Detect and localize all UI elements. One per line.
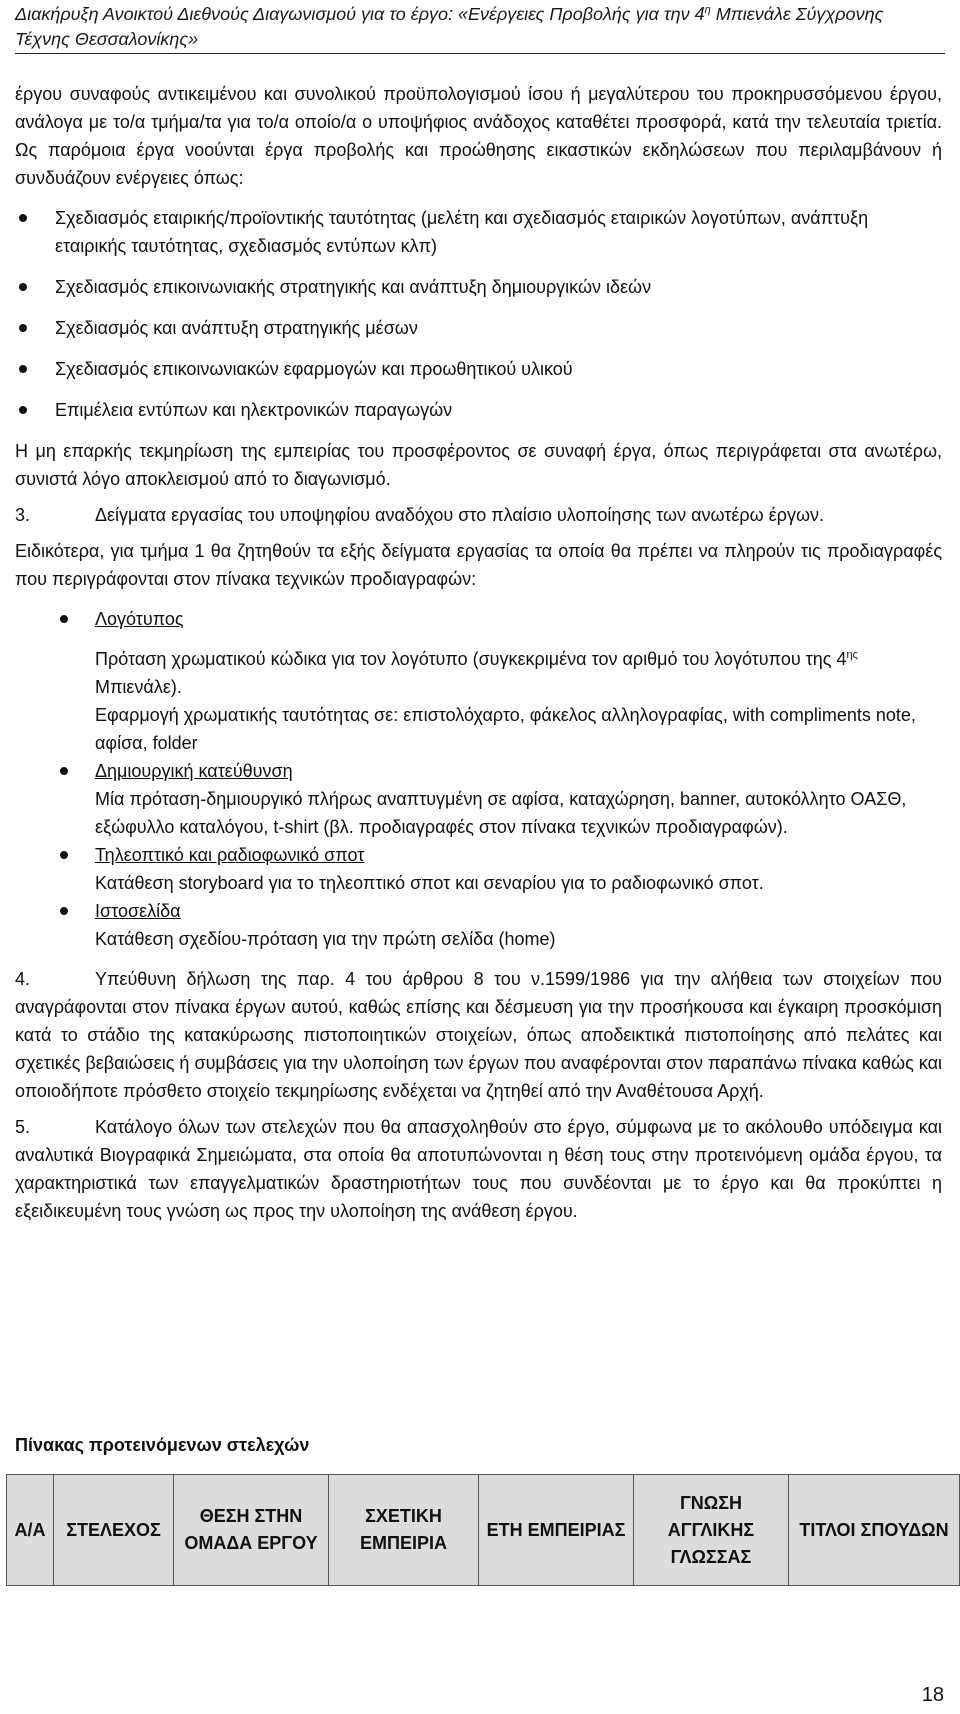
header-cell: ΘΕΣΗ ΣΤΗΝ ΟΜΑΔΑ ΕΡΓΟΥ bbox=[174, 1475, 329, 1586]
list-item: Σχεδιασμός επικοινωνιακών εφαρμογών και προωθητικού υλικού bbox=[15, 355, 942, 383]
running-header bbox=[15, 2, 945, 54]
header-line-2: Τέχνης Θεσσαλονίκης» bbox=[15, 29, 199, 49]
document-body bbox=[15, 80, 942, 1225]
table-header-row bbox=[7, 1475, 960, 1586]
list-item: Σχεδιασμός επικοινωνιακής στρατηγικής και ανάπτυξη δημιουργικών ιδεών bbox=[15, 273, 942, 301]
header-cell: ΤΙΤΛΟΙ ΣΠΟΥΔΩΝ bbox=[789, 1475, 960, 1586]
sample-text: Κατάθεση σχεδίου-πρόταση για την πρώτη σελίδα (home) bbox=[95, 929, 556, 949]
logo-details bbox=[15, 645, 942, 757]
logo-detail-2: Εφαρμογή χρωματικής ταυτότητας σε: επιστολόχαρτο, φάκελος αλληλογραφίας, with compliments note, αφίσα, folder bbox=[95, 705, 916, 753]
table-title: Πίνακας προτεινόμενων στελεχών bbox=[15, 1435, 310, 1455]
item-3 bbox=[15, 501, 942, 529]
item-4 bbox=[15, 965, 942, 1105]
sample-text: Κατάθεση storyboard για το τηλεοπτικό σποτ και σεναρίου για το ραδιοφωνικό σποτ. bbox=[95, 873, 764, 893]
exclusion-paragraph: Η μη επαρκής τεκμηρίωση της εμπειρίας του προσφέροντος σε συναφή έργα, όπως περιγράφεται στα ανωτέρω, συνιστά λόγο αποκλεισμού από το διαγωνισμό. bbox=[15, 441, 942, 489]
staff-table bbox=[6, 1474, 960, 1586]
page-number: 18 bbox=[921, 1684, 944, 1706]
item-text: Κατάλογο όλων των στελεχών που θα απασχοληθούν στο έργο, σύμφωνα με το ακόλουθο υπόδειγμα και αναλυτικά Βιογραφικά Σημειώματα, στα οποία θα αποτυπώνονται η θέση τους στην προτεινόμενη ομάδα έργου, τα χαρακτηριστικά των επαγγελματικών δραστηριοτήτων τους που συνδέονται με το έργο και θα προκύπτει η εξειδικευμένη τους γνώση ως προς την υλοποίηση της ανάθεση έργου. bbox=[15, 1117, 942, 1221]
header-cell: ΣΤΕΛΕΧΟΣ bbox=[54, 1475, 174, 1586]
sample-title: Δημιουργική κατεύθυνση bbox=[95, 761, 293, 781]
sample-title: Λογότυπος bbox=[95, 609, 184, 629]
list-item: Σχεδιασμός και ανάπτυξη στρατηγικής μέσων bbox=[15, 314, 942, 342]
samples-list bbox=[15, 605, 942, 633]
header-line-1 bbox=[15, 2, 945, 27]
header-superscript: η bbox=[704, 4, 711, 16]
item-text: Δείγματα εργασίας του υποψηφίου αναδόχου στο πλαίσιο υλοποίησης των ανωτέρω έργων. bbox=[95, 505, 825, 525]
samples-list-continued bbox=[15, 757, 942, 953]
samples-intro-paragraph: Ειδικότερα, για τμήμα 1 θα ζητηθούν τα εξής δείγματα εργασίας τα οποία θα πρέπει να πληρούν τις προδιαγραφές που περιγράφονται στον πίνακα τεχνικών προδιαγραφών: bbox=[15, 541, 942, 589]
list-item: Σχεδιασμός εταιρικής/προϊοντικής ταυτότητας (μελέτη και σχεδιασμός εταιρικών λογοτύπων, ανάπτυξη εταιρικής ταυτότητας, σχεδιασμός εντύπων κλπ) bbox=[15, 204, 942, 260]
item-number: 5. bbox=[15, 1117, 31, 1137]
sample-title: Τηλεοπτικό και ραδιοφωνικό σποτ bbox=[95, 845, 365, 865]
item-5 bbox=[15, 1113, 942, 1225]
header-text: Διακήρυξη Ανοικτού Διεθνούς Διαγωνισμού για το έργο: «Ενέργειες Προβολής για την 4 bbox=[15, 4, 705, 24]
logo-detail-1: Πρόταση χρωματικού κώδικα για τον λογότυπο (συγκεκριμένα τον αριθμό του λογότυπου της $4^{\eta\varsigma}$ Μπιενάλε). bbox=[95, 649, 858, 697]
header-cell: Α/Α bbox=[7, 1475, 54, 1586]
item-text: Υπεύθυνη δήλωση της παρ. 4 του άρθρου 8 του ν.1599/1986 για την αλήθεια των στοιχείων που αναγράφονται στον πίνακα έργων αυτού, καθώς επίσης και δέσμευση για την προσήκουσα και έγκαιρη προσκόμιση κατά το στάδιο της κατακύρωσης πιστοποιητικών στοιχείων, όπως αποδεικτικά πιστοποίησης από πελάτες και σχετικές βεβαιώσεις ή συμβάσεις για την υλοποίηση των έργων που αναφέρονται στον παραπάνω πίνακα καθώς και οποιοδήποτε πρόσθετο στοιχείο τεκμηρίωσης ενδέχεται να ζητηθεί από την Αναθέτουσα Αρχή. bbox=[15, 969, 942, 1101]
intro-paragraph: έργου συναφούς αντικειμένου και συνολικού προϋπολογισμού ίσου ή μεγαλύτερου του προκηρυσσόμενου έργου, ανάλογα με το/α τμήμα/τα για το/α οποίο/α ο υποψήφιος ανάδοχος καταθέτει προσφορά, κατά την τελευταία τριετία. Ως παρόμοια έργα νοούνται έργα προβολής και προώθησης εικαστικών εκδηλώσεων που περιλαμβάνουν ή συνδυάζουν ενέργειες όπως: bbox=[15, 84, 942, 188]
header-text-suffix: Μπιενάλε Σύγχρονης bbox=[710, 4, 884, 24]
sample-website bbox=[15, 897, 942, 953]
item-number: 4. bbox=[15, 969, 31, 989]
activities-list bbox=[15, 204, 942, 424]
sample-logo bbox=[15, 605, 942, 633]
sample-title: Ιστοσελίδα bbox=[95, 901, 181, 921]
sample-spot bbox=[15, 841, 942, 897]
sample-creative bbox=[15, 757, 942, 841]
item-number: 3. bbox=[15, 505, 31, 525]
header-cell: ΓΝΩΣΗ ΑΓΓΛΙΚΗΣ ΓΛΩΣΣΑΣ bbox=[634, 1475, 789, 1586]
list-item: Επιμέλεια εντύπων και ηλεκτρονικών παραγωγών bbox=[15, 396, 942, 424]
sample-text: Μία πρόταση-δημιουργικό πλήρως αναπτυγμένη σε αφίσα, καταχώρηση, banner, αυτοκόλλητο ΟΑΣΘ, εξώφυλλο καταλόγου, t-shirt (βλ. προδιαγραφές στον πίνακα τεχνικών προδιαγραφών). bbox=[95, 789, 907, 837]
header-cell: ΣΧΕΤΙΚΗ ΕΜΠΕΙΡΙΑ bbox=[329, 1475, 479, 1586]
header-cell: ΕΤΗ ΕΜΠΕΙΡΙΑΣ bbox=[479, 1475, 634, 1586]
